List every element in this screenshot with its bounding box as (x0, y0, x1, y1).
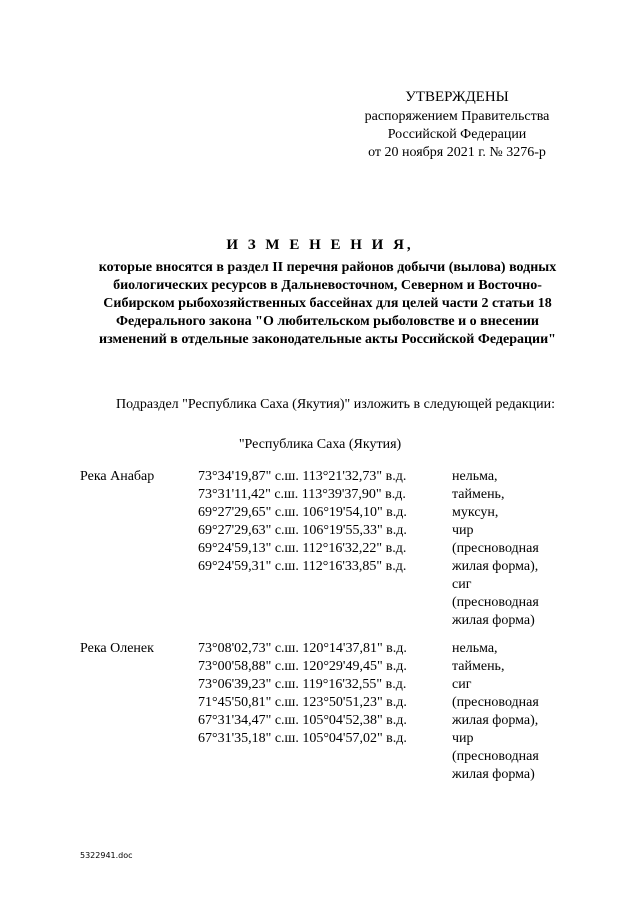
species-line: жилая форма) (452, 613, 535, 628)
species-line: жилая форма), (452, 713, 539, 728)
coordinate-line: 73°34'19,87" с.ш. 113°21'32,73" в.д. (198, 469, 407, 484)
species-line: нельма, (452, 469, 498, 484)
approval-line-2: Российской Федерации (387, 127, 527, 142)
coordinates-list (198, 640, 407, 748)
approval-heading: УТВЕРЖДЕНЫ (405, 89, 509, 105)
approval-line-3: от 20 ноября 2021 г. № 3276-р (368, 145, 546, 160)
intro-text: Подраздел "Республика Саха (Якутия)" изложить в следующей редакции: (116, 397, 555, 412)
coordinate-line: 67°31'34,47" с.ш. 105°04'52,38" в.д. (198, 713, 407, 728)
species-line: жилая форма) (452, 767, 535, 782)
coordinate-line: 73°00'58,88" с.ш. 120°29'49,45" в.д. (198, 659, 407, 674)
document-title: И З М Е Н Е Н И Я, (226, 237, 414, 253)
coordinate-line: 71°45'50,81" с.ш. 123°50'51,23" в.д. (198, 695, 407, 710)
species-line: (пресноводная (452, 595, 539, 610)
river-name: Река Оленек (80, 641, 154, 656)
species-line: (пресноводная (452, 541, 539, 556)
species-line: нельма, (452, 641, 498, 656)
species-line: (пресноводная (452, 695, 539, 710)
species-line: сиг (452, 577, 472, 592)
coordinate-line: 69°24'59,13" с.ш. 112°16'32,22" в.д. (198, 541, 407, 556)
species-line: чир (452, 731, 474, 746)
approval-line-1: распоряжением Правительства (364, 109, 550, 124)
species-line: таймень, (452, 659, 505, 674)
species-list (452, 640, 572, 784)
coordinate-line: 69°27'29,65" с.ш. 106°19'54,10" в.д. (198, 505, 407, 520)
section-heading: "Республика Саха (Якутия) (238, 437, 402, 452)
intro-paragraph (80, 396, 562, 414)
coordinate-line: 69°24'59,31" с.ш. 112°16'33,85" в.д. (198, 559, 407, 574)
coordinate-line: 73°06'39,23" с.ш. 119°16'32,55" в.д. (198, 677, 407, 692)
file-name-footer: 5322941.doc (80, 851, 133, 860)
species-line: таймень, (452, 487, 505, 502)
coordinate-line: 73°31'11,42" с.ш. 113°39'37,90" в.д. (198, 487, 406, 502)
approval-block (352, 88, 562, 162)
document-subtitle: которые вносятся в раздел II перечня районов добычи (вылова) водных биологических ресурсов в Дальневосточном, Северном и Восточно-Сибирском рыбохозяйственных бассейнах для целей части 2 статьи 18 Федерального закона "О любительском рыболовстве и о внесении изменений в отдельные законодательные акты Российской Федерации" (98, 260, 557, 347)
species-line: жилая форма), (452, 559, 539, 574)
species-line: сиг (452, 677, 472, 692)
species-list (452, 468, 572, 630)
coordinate-line: 69°27'29,63" с.ш. 106°19'55,33" в.д. (198, 523, 407, 538)
species-line: (пресноводная (452, 749, 539, 764)
coordinate-line: 67°31'35,18" с.ш. 105°04'57,02" в.д. (198, 731, 407, 746)
species-line: чир (452, 523, 474, 538)
coordinate-line: 73°08'02,73" с.ш. 120°14'37,81" в.д. (198, 641, 407, 656)
coordinates-list (198, 468, 407, 576)
species-line: муксун, (452, 505, 499, 520)
river-name: Река Анабар (80, 469, 155, 484)
